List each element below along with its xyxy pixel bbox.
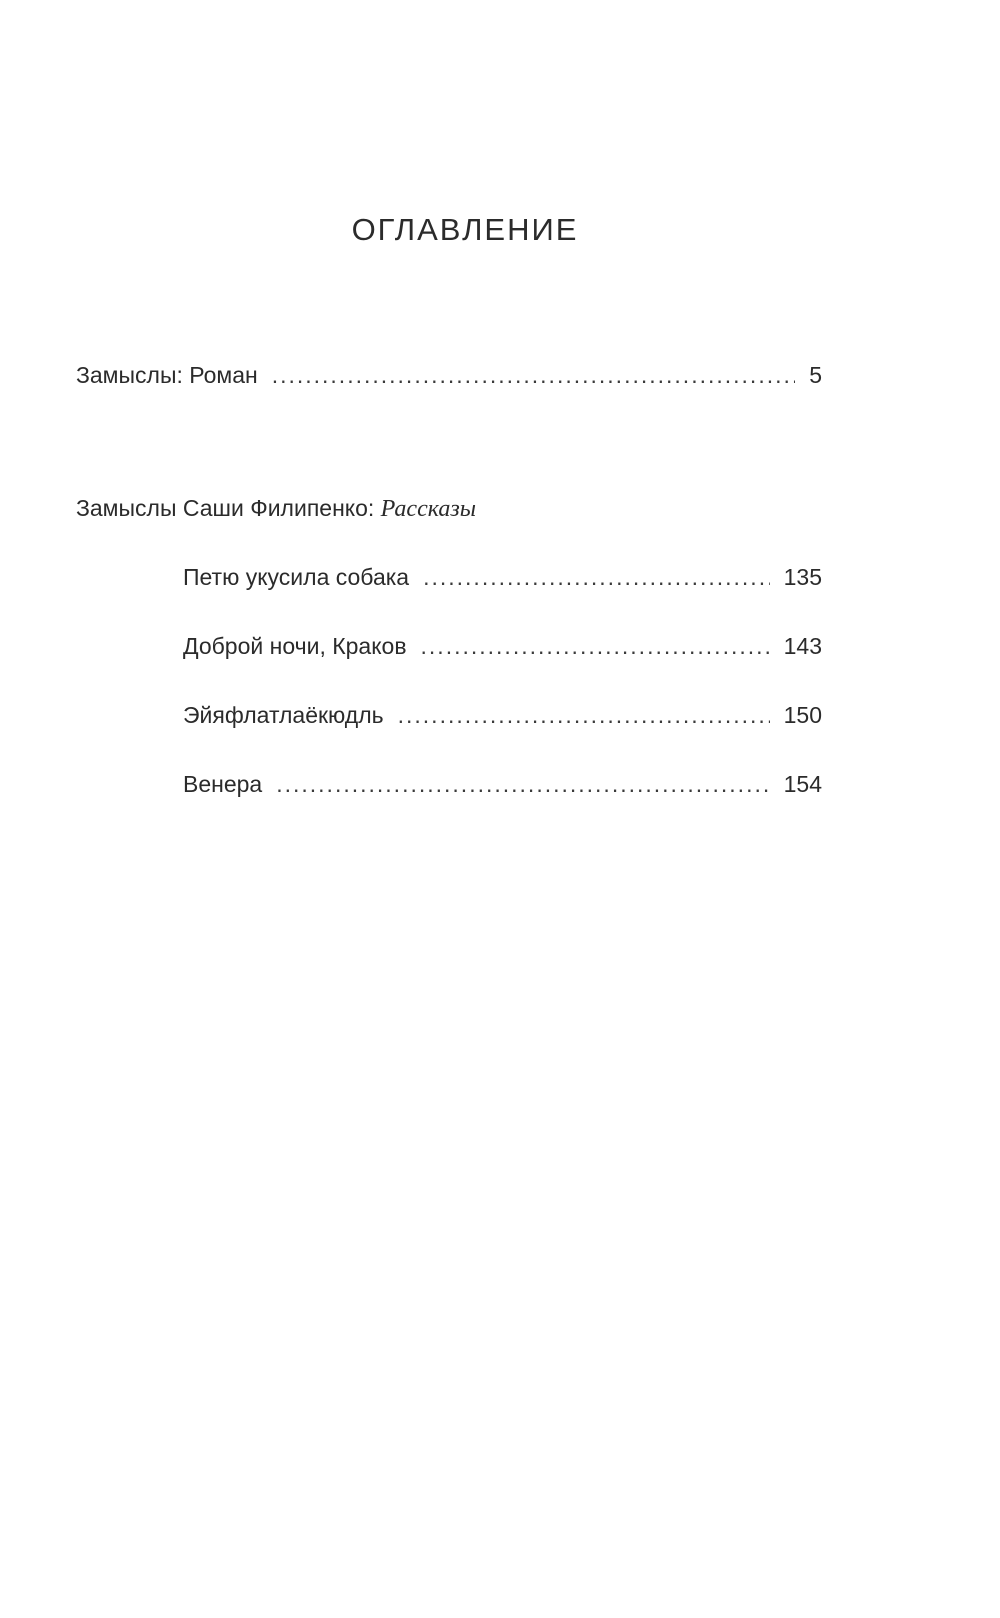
toc-entry[interactable] (183, 631, 822, 661)
toc-entry-title: Доброй ночи, Краков (183, 633, 407, 659)
toc-entry-title: Эйяфлатлаёкюдль (183, 702, 384, 728)
section-genre: Рассказы (380, 496, 476, 522)
dot-leader (276, 769, 769, 799)
section-title: Замыслы Саши Филипенко: (76, 495, 375, 521)
section-heading (76, 493, 476, 524)
toc-entry-page: 135 (783, 564, 822, 590)
dot-leader (421, 631, 770, 661)
dot-leader (272, 360, 796, 390)
toc-entry-page: 154 (783, 771, 822, 797)
toc-entry-title: Венера (183, 771, 263, 797)
toc-entry-page: 150 (783, 702, 822, 728)
toc-entry-page: 5 (809, 362, 822, 388)
dot-leader (398, 700, 770, 730)
toc-entry-page: 143 (783, 633, 822, 659)
toc-entry[interactable] (183, 562, 822, 592)
toc-heading: ОГЛАВЛЕНИЕ (351, 212, 579, 247)
toc-entry-title: Замыслы: Роман (76, 362, 258, 388)
toc-entry[interactable] (76, 360, 822, 390)
toc-entry-title: Петю укусила собака (183, 564, 410, 590)
dot-leader (423, 562, 770, 592)
toc-entry[interactable] (183, 700, 822, 730)
toc-entry[interactable] (183, 769, 822, 799)
